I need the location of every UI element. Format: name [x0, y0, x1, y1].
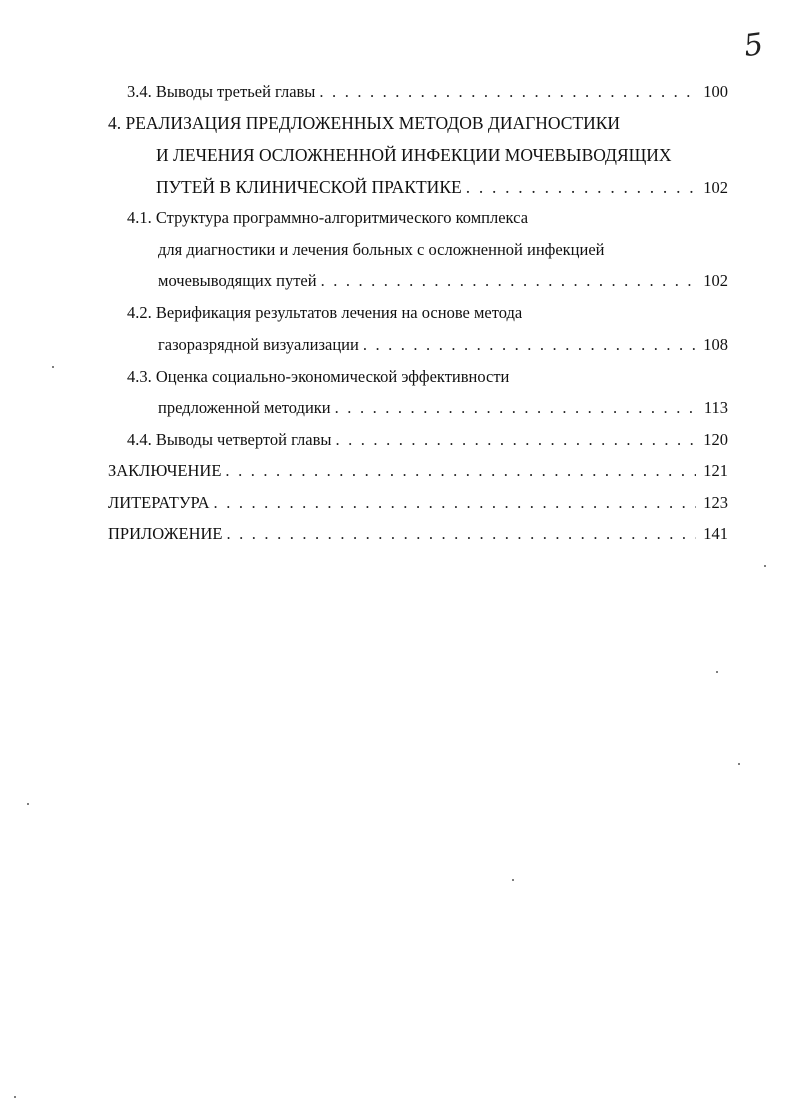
- toc-chapter-4-line-3: [156, 177, 728, 198]
- toc-entry-title: ЗАКЛЮЧЕНИЕ: [108, 461, 222, 480]
- handwritten-page-number: 5: [741, 26, 766, 65]
- dot-leader: [225, 461, 696, 481]
- dot-leader: [214, 493, 696, 513]
- scan-speck: [14, 1096, 16, 1098]
- toc-page-number: 121: [703, 461, 728, 480]
- toc-entry-title: газоразрядной визуализации: [158, 335, 359, 354]
- toc-page-number: 102: [703, 271, 728, 290]
- toc-page-number: 120: [703, 430, 728, 449]
- toc-entry-conclusion: [108, 461, 728, 481]
- dot-leader: [335, 398, 696, 418]
- toc-page-number: 102: [703, 178, 728, 197]
- toc-entry-title: мочевыводящих путей: [158, 271, 317, 290]
- toc-page-number: 123: [703, 493, 728, 512]
- scan-speck: [52, 366, 54, 368]
- toc-entry-literature: [108, 493, 728, 513]
- toc-entry-4-1-line-1: 4.1. Структура программно-алгоритмического комплекса: [127, 208, 529, 227]
- toc-entry-4-3-line-2: [158, 398, 728, 418]
- toc-entry-4-4: [127, 430, 728, 450]
- scan-speck: [764, 565, 766, 567]
- dot-leader: [321, 271, 696, 291]
- dot-leader: [466, 177, 696, 197]
- scan-speck: [738, 763, 740, 765]
- dot-leader: [226, 524, 696, 544]
- toc-page-number: 108: [703, 335, 728, 354]
- toc-page-number: 113: [703, 398, 728, 417]
- toc-entry-4-3-line-1: 4.3. Оценка социально-экономической эффективности: [127, 367, 510, 386]
- toc-chapter-4-line-1: 4. РЕАЛИЗАЦИЯ ПРЕДЛОЖЕННЫХ МЕТОДОВ ДИАГНОСТИКИ: [108, 113, 621, 133]
- toc-entry-3-4: [127, 82, 728, 102]
- scan-speck: [512, 879, 514, 881]
- toc-entry-title: ЛИТЕРАТУРА: [108, 493, 210, 512]
- toc-entry-title: 4.4. Выводы четвертой главы: [127, 430, 332, 449]
- dot-leader: [335, 430, 696, 450]
- toc-page-number: 141: [703, 524, 728, 543]
- toc-entry-title: предложенной методики: [158, 398, 331, 417]
- toc-entry-appendix: [108, 524, 728, 544]
- dot-leader: [363, 335, 696, 355]
- toc-entry-4-2-line-1: 4.2. Верификация результатов лечения на основе метода: [127, 303, 523, 322]
- toc-entry-4-1-line-2: для диагностики и лечения больных с осложненной инфекцией: [158, 240, 605, 259]
- toc-entry-title: ПРИЛОЖЕНИЕ: [108, 524, 223, 543]
- scan-speck: [716, 671, 718, 673]
- toc-entry-4-2-line-2: [158, 335, 728, 355]
- toc-entry-title: ПУТЕЙ В КЛИНИЧЕСКОЙ ПРАКТИКЕ: [156, 177, 462, 197]
- toc-chapter-4-line-2: И ЛЕЧЕНИЯ ОСЛОЖНЕННОЙ ИНФЕКЦИИ МОЧЕВЫВОДЯЩИХ: [156, 145, 672, 165]
- toc-page-number: 100: [703, 82, 728, 101]
- dot-leader: [319, 82, 696, 102]
- scan-speck: [27, 803, 29, 805]
- toc-entry-title: 3.4. Выводы третьей главы: [127, 82, 316, 101]
- toc-entry-4-1-line-3: [158, 271, 728, 291]
